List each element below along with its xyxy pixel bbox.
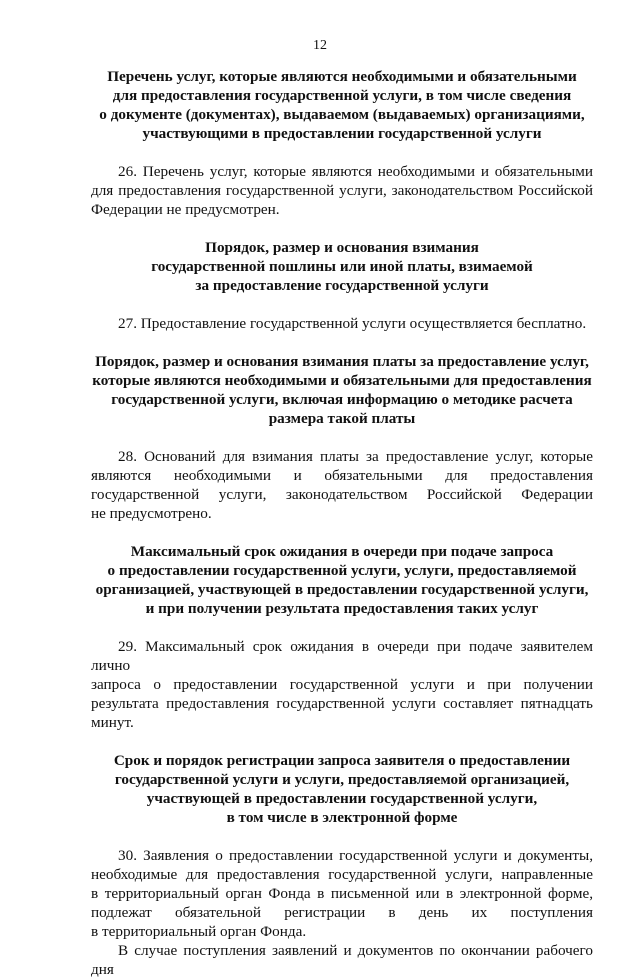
page-number: 12 xyxy=(313,38,327,53)
page-content xyxy=(91,64,593,979)
paragraph-line: минут. xyxy=(91,714,134,731)
paragraph-line: 29. Максимальный срок ожидания в очереди при подаче заявителем лично xyxy=(91,638,593,674)
heading-line: Максимальный срок ожидания в очереди при подаче запроса xyxy=(130,543,554,560)
section-heading xyxy=(91,751,593,827)
paragraph-line: для предоставления государственной услуги, законодательством Российской xyxy=(91,182,593,199)
paragraph xyxy=(91,637,593,732)
paragraph-line: в территориальный орган Фонда в письменной или в электронной форме, xyxy=(91,885,593,902)
paragraph xyxy=(91,941,593,979)
heading-line: Срок и порядок регистрации запроса заявителя о предоставлении xyxy=(113,752,571,769)
paragraph-line: результата предоставления государственной услуги составляет пятнадцать xyxy=(91,695,593,712)
section-heading xyxy=(91,238,593,295)
paragraph xyxy=(91,447,593,523)
heading-line: участвующей в предоставлении государственной услуги, xyxy=(146,790,538,807)
heading-line: которые являются необходимыми и обязательными для предоставления xyxy=(92,372,592,389)
heading-line: о документе (документах), выдаваемом (выдаваемых) организациями, xyxy=(99,106,585,123)
section-heading xyxy=(91,67,593,143)
heading-line: государственной пошлины или иной платы, взимаемой xyxy=(151,258,533,275)
paragraph-line: государственной услуги, законодательством Российской Федерации xyxy=(91,486,593,503)
heading-line: Перечень услуг, которые являются необходимыми и обязательными xyxy=(107,68,577,85)
paragraph-line: необходимые для предоставления государственной услуги, направленные xyxy=(91,866,593,883)
heading-line: государственной услуги, включая информацию о методике расчета xyxy=(111,391,573,408)
heading-line: размера такой платы xyxy=(268,410,416,427)
heading-line: организацией, участвующей в предоставлении государственной услуги, xyxy=(95,581,589,598)
paragraph-line: 26. Перечень услуг, которые являются необходимыми и обязательными xyxy=(118,163,593,180)
paragraph xyxy=(91,314,593,333)
heading-line: в том числе в электронной форме xyxy=(226,809,458,826)
paragraph-line: запроса о предоставлении государственной услуги и при получении xyxy=(91,676,593,693)
paragraph xyxy=(91,162,593,219)
section-heading xyxy=(91,352,593,428)
paragraph-line: 30. Заявления о предоставлении государственной услуги и документы, xyxy=(118,847,593,864)
heading-line: о предоставлении государственной услуги, услуги, предоставляемой xyxy=(107,562,577,579)
heading-line: Порядок, размер и основания взимания платы за предоставление услуг, xyxy=(95,353,589,370)
heading-line: Порядок, размер и основания взимания xyxy=(205,239,479,256)
paragraph-line: являются необходимыми и обязательными для предоставления xyxy=(91,467,593,484)
paragraph-line: в территориальный орган Фонда. xyxy=(91,923,307,940)
paragraph-line: Федерации не предусмотрен. xyxy=(91,201,280,218)
heading-line: и при получении результата предоставления таких услуг xyxy=(145,600,539,617)
paragraph-line: не предусмотрено. xyxy=(91,505,212,522)
paragraph xyxy=(91,846,593,941)
paragraph-line: 28. Оснований для взимания платы за предоставление услуг, которые xyxy=(118,448,593,465)
section-heading xyxy=(91,542,593,618)
paragraph-line: подлежат обязательной регистрации в день их поступления xyxy=(91,904,593,921)
heading-line: государственной услуги и услуги, предоставляемой организацией, xyxy=(114,771,570,788)
paragraph-line: 27. Предоставление государственной услуги осуществляется бесплатно. xyxy=(118,315,587,332)
heading-line: для предоставления государственной услуги, в том числе сведения xyxy=(112,87,572,104)
paragraph-line: В случае поступления заявлений и документов по окончании рабочего дня xyxy=(91,942,593,978)
heading-line: за предоставление государственной услуги xyxy=(195,277,489,294)
heading-line: участвующими в предоставлении государственной услуги xyxy=(142,125,542,142)
